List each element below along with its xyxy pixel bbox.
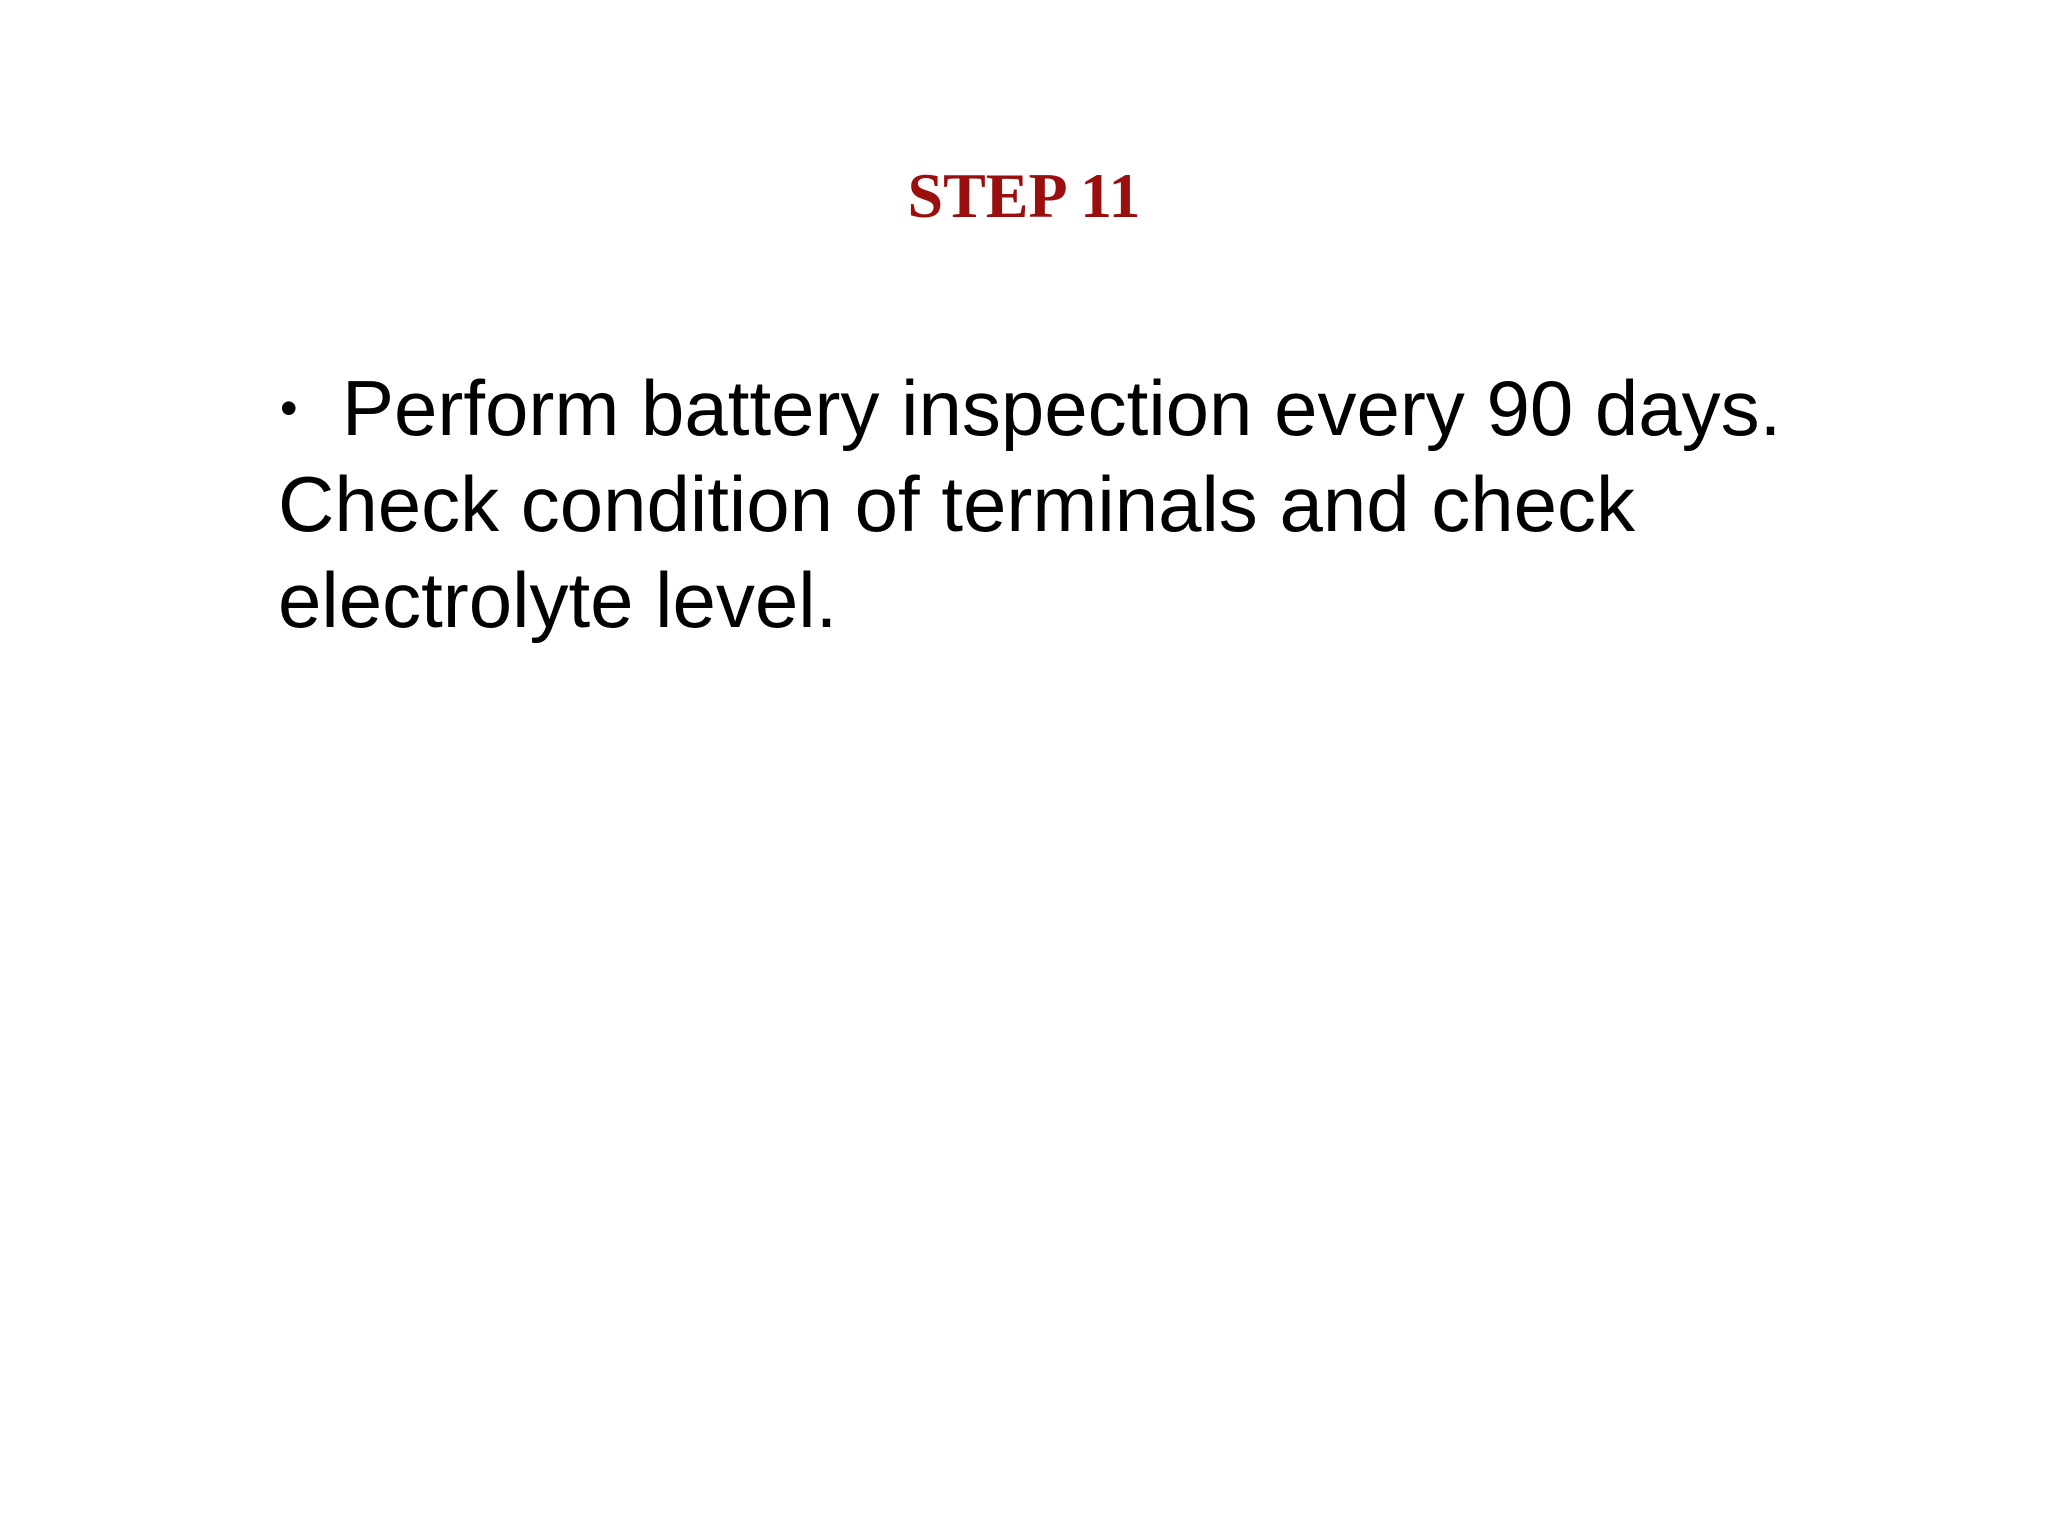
- slide-title: STEP 11: [907, 160, 1141, 231]
- body-line-2: Check condition of terminals and check: [278, 460, 1636, 548]
- bullet-line-1: [278, 360, 1838, 456]
- bullet-paragraph: [278, 360, 1838, 648]
- body-line-3: electrolyte level.: [278, 556, 838, 644]
- bullet-icon: •: [280, 380, 298, 436]
- body-line-text: Perform battery inspection every 90 days.: [342, 364, 1782, 452]
